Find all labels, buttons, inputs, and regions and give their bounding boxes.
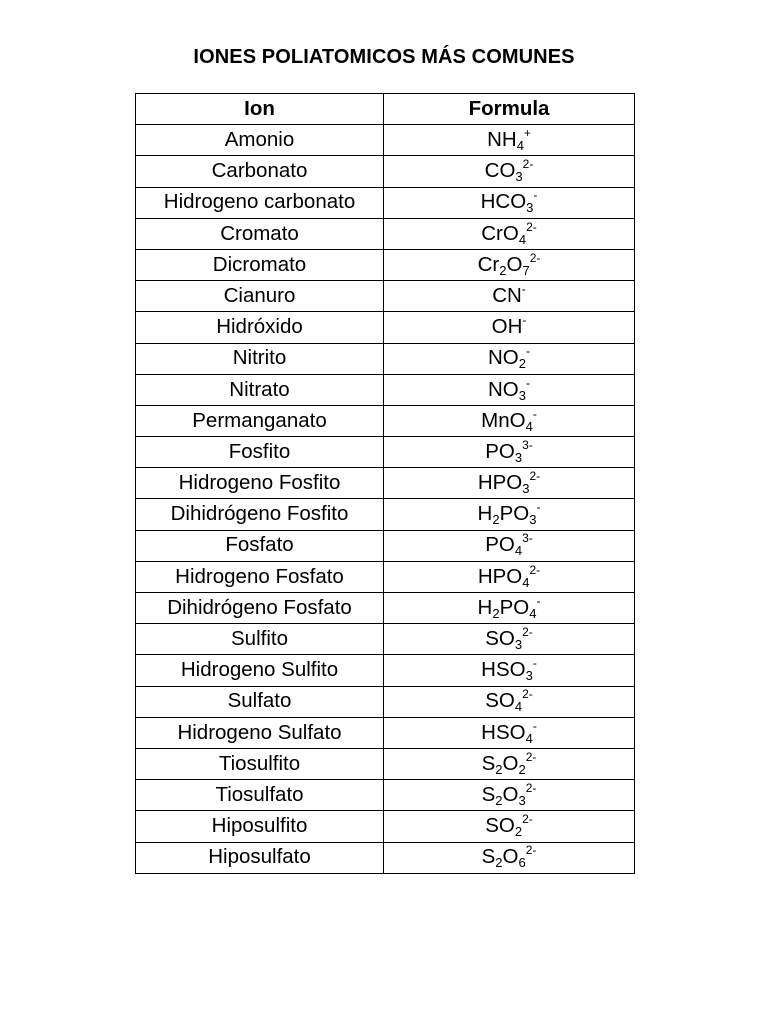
formula-symbol: O [502, 751, 519, 775]
ion-name-cell: Nitrito [136, 343, 384, 374]
ion-name-cell: Dihidrógeno Fosfato [136, 593, 384, 624]
chemical-formula [485, 437, 533, 465]
table-body [136, 125, 635, 874]
table-row [136, 343, 635, 374]
ion-name-cell: Fosfato [136, 530, 384, 561]
chemical-formula [485, 531, 533, 559]
formula-symbol: SO [485, 689, 515, 713]
ion-charge: 2- [522, 812, 533, 827]
ion-charge: - [536, 500, 541, 515]
ion-charge: 2- [529, 250, 541, 265]
chemical-formula [481, 219, 537, 247]
table-row [136, 249, 635, 280]
ion-name-cell: Hidrogeno Sulfito [136, 655, 384, 686]
table-row [136, 686, 635, 717]
table-row [136, 468, 635, 499]
formula-subscript: 3 [518, 792, 526, 808]
ion-formula-cell [384, 624, 635, 655]
ion-charge: - [532, 656, 537, 671]
chemical-formula [488, 375, 530, 403]
table-row [136, 655, 635, 686]
ion-charge: 2- [525, 843, 537, 858]
chemical-formula [491, 313, 527, 339]
formula-symbol: NO [488, 346, 519, 370]
formula-subscript: 3 [515, 169, 523, 185]
ion-name-cell: Hidrogeno Fosfato [136, 561, 384, 592]
ion-name-cell: Tiosulfito [136, 748, 384, 779]
formula-symbol: HPO [477, 564, 523, 588]
chemical-formula [485, 687, 533, 715]
table-header [136, 94, 635, 125]
document-title: IONES POLIATOMICOS MÁS COMUNES [193, 46, 575, 68]
ion-charge: - [525, 344, 530, 359]
formula-symbol: HSO [481, 658, 526, 682]
ion-formula-cell [384, 717, 635, 748]
ion-charge: - [532, 718, 537, 733]
formula-subscript: 4 [522, 574, 530, 590]
formula-subscript: 3 [526, 200, 534, 216]
formula-symbol: PO [485, 439, 515, 463]
formula-symbol: PO [485, 533, 515, 557]
ion-formula-cell [384, 468, 635, 499]
table-row [136, 780, 635, 811]
ion-formula-cell [384, 218, 635, 249]
ion-name-cell: Nitrato [136, 374, 384, 405]
chemical-formula [484, 157, 534, 185]
ion-formula-cell [384, 343, 635, 374]
ion-formula-cell [384, 187, 635, 218]
formula-subscript: 2 [495, 792, 503, 808]
formula-symbol: Cr [477, 252, 500, 276]
ion-formula-cell [384, 499, 635, 530]
formula-symbol: O [502, 221, 519, 245]
ion-charge: 2- [525, 780, 537, 795]
ion-formula-cell [384, 655, 635, 686]
ion-charge: - [522, 313, 527, 328]
ion-formula-cell [384, 561, 635, 592]
formula-subscript: 4 [525, 730, 533, 746]
formula-subscript: 4 [525, 418, 533, 434]
chemical-formula [477, 250, 541, 278]
formula-symbol: O [506, 252, 523, 276]
formula-symbol: H [501, 128, 517, 152]
ion-formula-cell [384, 249, 635, 280]
ion-charge: 3- [522, 531, 533, 546]
ion-charge: - [533, 188, 538, 203]
ion-formula-cell [384, 437, 635, 468]
ion-formula-cell [384, 593, 635, 624]
formula-subscript: 3 [522, 481, 530, 497]
chemical-formula [481, 780, 537, 808]
ion-name-cell: Hidrogeno Sulfato [136, 717, 384, 748]
ion-name-cell: Cromato [136, 218, 384, 249]
ion-name-cell: Permanganato [136, 405, 384, 436]
table-row [136, 842, 635, 873]
ion-formula-cell [384, 125, 635, 156]
formula-subscript: 2 [518, 761, 526, 777]
formula-symbol: PO [499, 595, 530, 619]
table-row [136, 437, 635, 468]
header-row [136, 94, 635, 125]
formula-subscript: 3 [518, 387, 526, 403]
formula-subscript: 2 [492, 605, 500, 621]
table-row [136, 530, 635, 561]
formula-symbol: PO [499, 502, 530, 526]
formula-symbol: O [502, 782, 519, 806]
table-row [136, 499, 635, 530]
ion-name-cell: Sulfato [136, 686, 384, 717]
chemical-formula [488, 344, 530, 372]
formula-symbol: NO [488, 377, 519, 401]
ion-charge: - [521, 281, 526, 296]
formula-subscript: 7 [522, 262, 530, 278]
ion-formula-cell [384, 842, 635, 873]
chemical-formula [481, 656, 537, 684]
ion-formula-cell [384, 405, 635, 436]
table-row [136, 811, 635, 842]
ion-table [135, 93, 635, 874]
chemical-formula [492, 281, 526, 307]
formula-symbol: HPO [477, 471, 523, 495]
chemical-formula [477, 593, 541, 621]
chemical-formula [480, 188, 538, 216]
formula-subscript: 3 [514, 449, 523, 465]
formula-symbol: MnO [481, 408, 526, 432]
formula-symbol: O [499, 159, 516, 183]
header-formula: Formula [384, 94, 635, 125]
formula-symbol: SO [485, 814, 515, 838]
table-row [136, 405, 635, 436]
chemical-formula [477, 469, 541, 497]
formula-symbol: SO [485, 627, 515, 651]
formula-symbol: C [484, 159, 500, 183]
chemical-formula [485, 625, 533, 653]
chemical-formula [481, 406, 537, 434]
formula-symbol: HC [480, 190, 511, 214]
formula-subscript: 3 [525, 668, 533, 684]
ion-charge: 2- [529, 469, 541, 484]
formula-subscript: 3 [529, 512, 537, 528]
formula-symbol: S [481, 751, 496, 775]
ion-name-cell: Hidrogeno Fosfito [136, 468, 384, 499]
table-row [136, 312, 635, 343]
chemical-formula [481, 749, 537, 777]
ion-name-cell: Fosfito [136, 437, 384, 468]
ion-name-cell: Hidróxido [136, 312, 384, 343]
table-row [136, 593, 635, 624]
ion-name-cell: Carbonato [136, 156, 384, 187]
formula-symbol: CN [492, 283, 522, 307]
formula-subscript: 2 [495, 855, 503, 871]
formula-symbol: N [487, 128, 502, 152]
ion-name-cell: Dihidrógeno Fosfito [136, 499, 384, 530]
formula-subscript: 4 [514, 699, 523, 715]
formula-subscript: 4 [514, 543, 523, 559]
formula-symbol: S [481, 782, 496, 806]
chemical-formula [477, 562, 541, 590]
ion-name-cell: Cianuro [136, 281, 384, 312]
table-row [136, 281, 635, 312]
formula-symbol: H [477, 595, 493, 619]
chemical-formula [481, 718, 537, 746]
ion-charge: 2- [529, 562, 541, 577]
ion-name-cell: Hiposulfito [136, 811, 384, 842]
chemical-formula [477, 500, 541, 528]
chemical-formula [485, 812, 533, 840]
ion-charge: - [536, 593, 541, 608]
formula-subscript: 2 [518, 356, 526, 372]
table-row [136, 125, 635, 156]
formula-symbol: S [481, 845, 496, 869]
ion-name-cell: Sulfito [136, 624, 384, 655]
formula-symbol: HSO [481, 720, 526, 744]
table-row [136, 218, 635, 249]
ion-charge: 2- [525, 749, 537, 764]
ion-name-cell: Dicromato [136, 249, 384, 280]
formula-subscript: 2 [499, 262, 507, 278]
ion-charge: 3- [522, 437, 533, 452]
formula-symbol: OH [491, 315, 523, 339]
table-row [136, 561, 635, 592]
table-row [136, 748, 635, 779]
ion-formula-cell [384, 811, 635, 842]
formula-subscript: 4 [529, 605, 537, 621]
table-row [136, 717, 635, 748]
ion-name-cell: Amonio [136, 125, 384, 156]
table-row [136, 624, 635, 655]
ion-formula-cell [384, 374, 635, 405]
formula-subscript: 2 [492, 512, 500, 528]
ion-formula-cell [384, 686, 635, 717]
table-row [136, 374, 635, 405]
table-row [136, 187, 635, 218]
ion-charge: - [525, 375, 530, 390]
formula-subscript: 2 [514, 824, 523, 840]
formula-subscript: 3 [514, 637, 523, 653]
ion-name-cell: Hidrogeno carbonato [136, 187, 384, 218]
ion-charge: 2- [526, 219, 537, 234]
chemical-formula [487, 126, 531, 154]
ion-formula-cell [384, 156, 635, 187]
ion-charge: - [532, 406, 537, 421]
formula-subscript: 4 [518, 231, 527, 247]
formula-symbol: O [502, 845, 519, 869]
ion-formula-cell [384, 281, 635, 312]
ion-formula-cell [384, 780, 635, 811]
formula-symbol: Cr [481, 221, 503, 245]
ion-charge: 2- [522, 687, 533, 702]
ion-name-cell: Hiposulfato [136, 842, 384, 873]
ion-formula-cell [384, 748, 635, 779]
formula-subscript: 2 [495, 761, 503, 777]
ion-charge: + [523, 126, 531, 141]
ion-formula-cell [384, 312, 635, 343]
table-row [136, 156, 635, 187]
ion-charge: 2- [522, 625, 533, 640]
ion-charge: 2- [522, 157, 534, 172]
formula-symbol: H [477, 502, 493, 526]
chemical-formula [481, 843, 537, 871]
header-ion: Ion [136, 94, 384, 125]
ion-name-cell: Tiosulfato [136, 780, 384, 811]
formula-symbol: O [510, 190, 527, 214]
formula-subscript: 6 [518, 855, 526, 871]
formula-subscript: 4 [516, 138, 524, 154]
ion-formula-cell [384, 530, 635, 561]
